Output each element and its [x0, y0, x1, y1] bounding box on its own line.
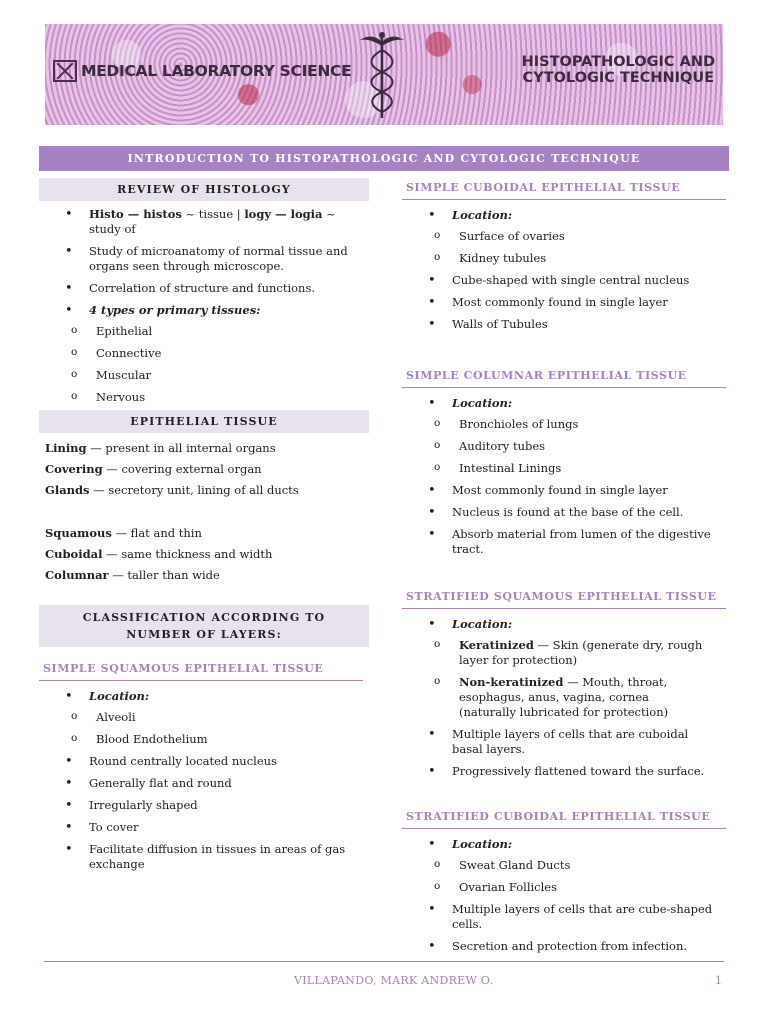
list-item [402, 617, 726, 720]
banner-left-title: MEDICAL LABORATORY SCIENCE [81, 62, 352, 80]
location-label: Location: [452, 208, 513, 222]
location-sublist [39, 710, 369, 747]
list-item [402, 837, 726, 895]
banner-right-title [522, 54, 715, 86]
section-heading-stratified-cuboidal: STRATIFIED CUBOIDAL EPITHELIAL TISSUE [402, 809, 726, 829]
list-item: • Irregularly shaped [39, 798, 369, 813]
list-item: • Secretion and protection from infection. [402, 939, 726, 954]
def-covering [39, 462, 369, 477]
list-item: o Kidney tubules [402, 251, 726, 266]
location-label: Location: [452, 837, 513, 851]
mls-logo-icon [53, 60, 77, 82]
list-item: • Progressively flattened toward the surface. [402, 764, 726, 779]
desc-covering: — covering external organ [102, 462, 262, 476]
list-item [402, 208, 726, 266]
list-item: o Surface of ovaries [402, 229, 726, 244]
left-column [39, 178, 369, 879]
page-title: INTRODUCTION TO HISTOPATHOLOGIC AND CYTOLOGIC TECHNIQUE [39, 146, 729, 171]
list-item: • Multiple layers of cells that are cube-shaped cells. [402, 902, 726, 932]
caduceus-icon [358, 30, 406, 120]
list-item: • To cover [39, 820, 369, 835]
list-item: • Round centrally located nucleus [39, 754, 369, 769]
location-label: Location: [89, 689, 150, 703]
section-heading-review: REVIEW OF HISTOLOGY [39, 178, 369, 201]
list-item [402, 396, 726, 476]
def-squamous [39, 526, 369, 541]
list-item: • Facilitate diffusion in tissues in areas of gas exchange [39, 842, 369, 872]
term-squamous: Squamous [45, 526, 112, 540]
list-item: o Muscular [39, 368, 369, 383]
list-item: • Study of microanatomy of normal tissue and organs seen through microscope. [39, 244, 369, 274]
list-item: o Alveoli [39, 710, 369, 725]
list-item: • Walls of Tubules [402, 317, 726, 332]
list-item [402, 638, 726, 668]
list-item: o Sweat Gland Ducts [402, 858, 726, 873]
list-item: • Multiple layers of cells that are cuboidal basal layers. [402, 727, 726, 757]
location-sublist [402, 229, 726, 266]
desc-glands: — secretory unit, lining of all ducts [89, 483, 299, 497]
section-heading-epithelial: EPITHELIAL TISSUE [39, 410, 369, 433]
list-item: o Nervous [39, 390, 369, 405]
banner-logo-group [53, 60, 351, 82]
location-sublist [402, 417, 726, 476]
section-heading-classification: CLASSIFICATION ACCORDING TO NUMBER OF LAYERS: [39, 605, 369, 647]
location-label: Location: [452, 396, 513, 410]
simple-cuboidal-list [402, 208, 726, 332]
list-item: • Correlation of structure and functions. [39, 281, 369, 296]
term-keratinized: Keratinized [459, 638, 534, 652]
section-heading-simple-squamous: SIMPLE SQUAMOUS EPITHELIAL TISSUE [39, 661, 363, 681]
footer-divider [44, 961, 724, 962]
stratified-cuboidal-list [402, 837, 726, 954]
header-banner [45, 24, 723, 125]
term-logy: logy — logia [244, 207, 323, 221]
types-sublist [39, 324, 369, 405]
term-columnar: Columnar [45, 568, 109, 582]
page-number: 1 [715, 974, 722, 987]
list-item: • Most commonly found in single layer [402, 483, 726, 498]
location-label: Location: [452, 617, 513, 631]
def-lining [39, 441, 369, 456]
footer-author: VILLAPANDO, MARK ANDREW O. [294, 974, 494, 987]
types-label: 4 types or primary tissues: [89, 303, 261, 317]
term-nonkeratinized: Non-keratinized [459, 675, 564, 689]
review-list [39, 207, 369, 405]
term-cuboidal: Cuboidal [45, 547, 103, 561]
list-item: • Most commonly found in single layer [402, 295, 726, 310]
desc-cuboidal: — same thickness and width [102, 547, 273, 561]
def-columnar [39, 568, 369, 583]
term-covering: Covering [45, 462, 103, 476]
location-sublist [402, 858, 726, 895]
desc-lining: — present in all internal organs [86, 441, 276, 455]
list-item [402, 675, 726, 720]
list-item: • Cube-shaped with single central nucleus [402, 273, 726, 288]
banner-right-line-2: CYTOLOGIC TECHNIQUE [522, 70, 715, 86]
term-histo: Histo — histos [89, 207, 182, 221]
section-heading-stratified-squamous: STRATIFIED SQUAMOUS EPITHELIAL TISSUE [402, 589, 726, 609]
epithelial-definitions [39, 441, 369, 583]
list-item [39, 689, 369, 747]
text-tissue: ~ tissue | [181, 207, 245, 221]
def-glands [39, 483, 369, 498]
def-cuboidal [39, 547, 369, 562]
term-lining: Lining [45, 441, 87, 455]
text-study: ~ study of [89, 207, 336, 236]
right-column [402, 180, 726, 961]
desc-columnar: — taller than wide [108, 568, 220, 582]
list-item [39, 207, 369, 237]
desc-squamous: — flat and thin [111, 526, 202, 540]
list-item: o Connective [39, 346, 369, 361]
term-glands: Glands [45, 483, 90, 497]
desc-keratinized: — Skin (generate dry, rough layer for protection) [459, 638, 703, 667]
section-heading-simple-columnar: SIMPLE COLUMNAR EPITHELIAL TISSUE [402, 368, 726, 388]
simple-squamous-list [39, 689, 369, 872]
banner-right-line-1: HISTOPATHOLOGIC AND [521, 54, 715, 70]
list-item [39, 303, 369, 405]
list-item: • Generally flat and round [39, 776, 369, 791]
list-item: o Auditory tubes [402, 439, 726, 454]
list-item: o Epithelial [39, 324, 369, 339]
list-item: • Absorb material from lumen of the digestive tract. [402, 527, 726, 557]
location-sublist [402, 638, 726, 720]
list-item: o Ovarian Follicles [402, 880, 726, 895]
section-heading-simple-cuboidal: SIMPLE CUBOIDAL EPITHELIAL TISSUE [402, 180, 726, 200]
stratified-squamous-list [402, 617, 726, 779]
list-item: o Blood Endothelium [39, 732, 369, 747]
simple-columnar-list [402, 396, 726, 557]
list-item: o Bronchioles of lungs [402, 417, 726, 432]
list-item: • Nucleus is found at the base of the cell. [402, 505, 726, 520]
list-item: o Intestinal Linings [402, 461, 726, 476]
desc-nonkeratinized: — Mouth, throat, esophagus, anus, vagina, cornea (naturally lubricated for protection) [459, 675, 669, 719]
